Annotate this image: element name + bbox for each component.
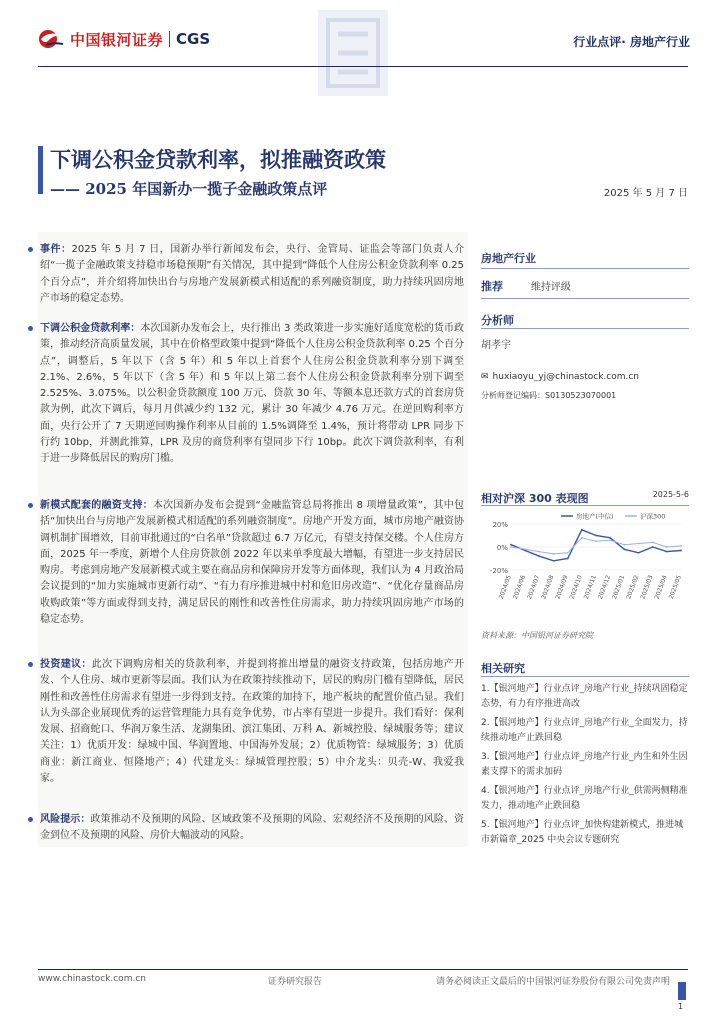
sidebar-divider <box>481 676 689 677</box>
brand-name-cn: 中国银河证券 <box>70 30 164 49</box>
related-item[interactable]: 5.【银河地产】行业点评_加快构建新模式，推进城市新篇章_2025 中央会议专题研究 <box>481 820 684 845</box>
legend-label: 房地产(中信) <box>576 512 614 521</box>
data-point <box>581 529 583 531</box>
data-point <box>524 548 526 550</box>
data-point <box>538 551 540 553</box>
report-category: 行业点评· 房地产行业 <box>573 35 690 49</box>
related-heading: 相关研究 <box>481 662 525 675</box>
paragraph-text: 此次下调购房相关的贷款利率，并提到将推出增量的融资支持政策，包括房地产开发、个人住房、城市更新等层面。我们认为在政策持续推动下，居民的购房门槛有望降低，居民刚性和改善性住房需求有望进一步得到支持。在政策的加持下，地产板块的配置价值凸显。我们认为头部企业展现优秀的运营管理能力具有竞争优势，市占率有望进一步提升。我们看好：保利发展、招商蛇口、华润万象生活、龙湖集团、滨江集团、万科 A、新城控股、绿城服务等；建议关注：1）优质开发：绿城中国、华润置地、中国海外发展；2）优质物管：绿城服务；3）优质商业：新江商业、恒隆地产；4）代建龙头：绿城管理控股；5）中介龙头：贝壳-W、我爱我家。 <box>40 659 464 785</box>
y-tick-label: -20% <box>489 567 508 575</box>
chart-date: 2025-5-6 <box>652 490 689 499</box>
data-point <box>623 544 625 546</box>
footer-site[interactable]: www.chinastock.com.cn <box>38 974 146 984</box>
x-tick-label: 2025/02 <box>625 574 641 601</box>
data-point <box>510 544 512 546</box>
brand-logo-icon <box>38 28 64 50</box>
paragraph-text: 本次国新办发布会提到“金融监管总局将推出 8 项增量政策”，其中包括“加快出台与房地产发展新模式相适配的系列融资制度”。房地产开发方面，城市房地产融资协调机制扩围增效，目前审批通过的“白名单”贷款超过 6.7 万亿元，有望支持保交楼。个人住房方面，2025 年一季度，新增个人住房贷款创 2022 年以来单季度最大增幅，有望进一步支持居民购房。考虑到房地产发展新模式或主要在商品房和保障房开发等方面体现，我们认为 4 月政治局会议提到的“加力实施城市更新行动”、“有力有序推进城中村和危旧房改造”、“优化存量商品房收购政策”等方面或得到支持，满足居民的刚性和改善性住房需求，助力持续巩固房地产市场的稳定态势。 <box>40 500 464 626</box>
data-point <box>609 539 611 541</box>
data-point <box>567 558 569 560</box>
brand-logo <box>38 28 210 50</box>
data-point <box>581 537 583 539</box>
data-point <box>638 552 640 554</box>
data-point <box>652 546 654 548</box>
data-point <box>666 546 668 548</box>
x-tick-label: 2024/12 <box>596 574 613 601</box>
x-tick-label: 2024/06 <box>511 574 528 601</box>
x-tick-label: 2024/10 <box>568 574 584 601</box>
legend-label: 沪深300 <box>640 512 666 521</box>
series-line-1 <box>511 530 681 561</box>
chart-heading <box>481 490 689 506</box>
page-number-tab <box>678 982 686 1011</box>
y-tick-label: 20% <box>492 521 508 529</box>
related-item[interactable]: 2.【银河地产】行业点评_房地产行业_全面发力，持续推动地产止跌回稳 <box>481 718 688 743</box>
x-tick-label: 2024/07 <box>526 574 542 601</box>
rating-label: 推荐 <box>481 280 503 293</box>
performance-chart <box>481 510 689 630</box>
data-point <box>652 542 654 544</box>
paragraph-rate-cut <box>40 321 464 468</box>
header-divider <box>38 66 688 67</box>
data-point <box>623 548 625 550</box>
sidebar-divider <box>481 268 689 269</box>
chart-title: 相对沪深 300 表现图 <box>481 492 589 505</box>
x-tick-label: 2025/04 <box>653 574 669 601</box>
report-title: 下调公积金贷款利率，拟推融资政策 <box>50 147 386 172</box>
paragraph-text: 2025 年 5 月 7 日，国新办举行新闻发布会，央行、金管局、证监会等部门负责人介绍“一揽子金融政策支持稳市场稳预期”有关情况，其中提到“降低个人住房公积金贷款利率 0.25 个百分点”，并介绍将加快出台与房地产发展新模式相适配的系列融资制度，助力持续巩固房地产市场的稳定态势。 <box>40 244 465 304</box>
data-point <box>595 540 597 542</box>
paragraph-lead: 风险提示： <box>40 814 91 825</box>
report-date: 2025 年 5 月 7 日 <box>603 188 688 199</box>
analyst-heading: 分析师 <box>481 314 514 327</box>
analyst-email[interactable] <box>481 372 689 382</box>
data-point <box>595 535 597 537</box>
footer-disclaimer: 请务必阅读正文最后的中国银河证券股份有限公司免责声明 <box>435 977 670 987</box>
x-tick-label: 2025/03 <box>639 574 655 601</box>
rating-value: 维持评级 <box>530 282 571 293</box>
paragraph-lead: 事件： <box>40 244 72 255</box>
x-tick-label: 2025/01 <box>611 574 627 601</box>
bullet-icon <box>28 247 33 252</box>
related-item[interactable]: 1.【银河地产】行业点评_房地产行业_持续巩固稳定态势，有力有序推进高改 <box>481 684 688 709</box>
footer-divider <box>38 969 688 970</box>
data-point <box>553 560 555 562</box>
paragraph-risk <box>40 812 464 845</box>
data-point <box>609 537 611 539</box>
paragraph-lead: 新模式配套的融资支持： <box>40 500 153 511</box>
mail-icon: ✉ <box>481 372 489 382</box>
data-point <box>567 552 569 554</box>
data-point <box>680 550 682 552</box>
x-tick-label: 2024/05 <box>497 574 513 601</box>
title-accent-bar <box>38 146 43 194</box>
analyst-cert: 分析师登记编码：S0130523070001 <box>481 391 617 400</box>
paragraph-text: 本次国新办发布会上，央行推出 3 类政策进一步实施好适度宽松的货币政策，推动经济高质量发展，其中在价格型政策中提到“降低个人住房公积金贷款利率 0.25 个百分点”，调整后，5 年以下（含 5 年）和 5 年以上首套个人住房公积金贷款利率分别下调至 2.1%、2.6%，5 年以下（含 5 年）和 5 年以上第二套个人住房公积金贷款利率分别下调至 2.525%、3.075%。以公积金贷款额度 100 万元、贷款 30 年、等额本息还款方式的首套房贷款为例，此次下调后，每月月供减少约 132 元，累计 30 年减少 4.76 万元。在逆回购利率方面，央行公开了 7 天期逆回购操作利率从目前的 1.5%调降至 1.4%，预计将带动 LPR 同步下行约 10bp，并测此推算，LPR 及房的商贷利率有望同步下行 10bp。此次下调贷款利率，有利于进一步降低居民的购房门槛。 <box>40 323 464 465</box>
report-subtitle: —— 2025 年国新办一揽子金融政策点评 <box>50 180 328 198</box>
y-tick-label: 0% <box>496 544 508 552</box>
sidebar-divider <box>481 505 689 506</box>
data-point <box>680 545 682 547</box>
x-tick-label: 2024/09 <box>554 574 570 601</box>
series-line-2 <box>511 538 681 554</box>
related-list <box>481 682 689 852</box>
analyst-name: 胡孝宇 <box>481 340 511 351</box>
paragraph-investment <box>40 657 464 787</box>
brand-separator <box>169 31 170 47</box>
paragraph-lead: 投资建议： <box>40 659 92 670</box>
watermark-icon <box>318 10 388 96</box>
data-point <box>666 551 668 553</box>
bullet-icon <box>28 326 33 331</box>
paragraph-financing <box>40 498 464 628</box>
data-point <box>638 543 640 545</box>
paragraph-text: 政策推动不及预期的风险、区域政策不及预期的风险、宏观经济不及预期的风险、资金到位不及预期的风险、房价大幅波动的风险。 <box>40 814 465 842</box>
bullet-icon <box>28 662 33 667</box>
x-tick-label: 2025/05 <box>667 574 683 601</box>
sidebar-rating <box>481 278 689 294</box>
sidebar-divider <box>481 298 689 299</box>
x-tick-label: 2024/08 <box>540 574 556 601</box>
chart-source: 资料来源：中国银河证券研究院 <box>481 631 593 640</box>
footer-dept: 证券研究报告 <box>268 977 323 987</box>
data-point <box>538 555 540 557</box>
data-point <box>510 546 512 548</box>
page-number: 1 <box>678 1002 684 1011</box>
sidebar-industry: 房地产行业 <box>481 252 536 265</box>
email-text: huxiaoyu_yj@chinastock.com.cn <box>492 372 640 382</box>
bullet-icon <box>28 817 33 822</box>
paragraph-lead: 下调公积金贷款利率： <box>40 323 141 334</box>
sidebar-divider <box>481 328 689 329</box>
brand-name-en: CGS <box>176 30 211 48</box>
data-point <box>553 553 555 555</box>
related-item[interactable]: 3.【银河地产】行业点评_房地产行业_内生和外生因素支撑下的需求加码 <box>481 752 688 777</box>
paragraph-event <box>40 242 464 307</box>
related-item[interactable]: 4.【银河地产】行业点评_房地产行业_供需两侧精准发力，推动地产止跌回稳 <box>481 786 688 811</box>
x-tick-label: 2024/11 <box>582 574 598 601</box>
bullet-icon <box>28 503 33 508</box>
